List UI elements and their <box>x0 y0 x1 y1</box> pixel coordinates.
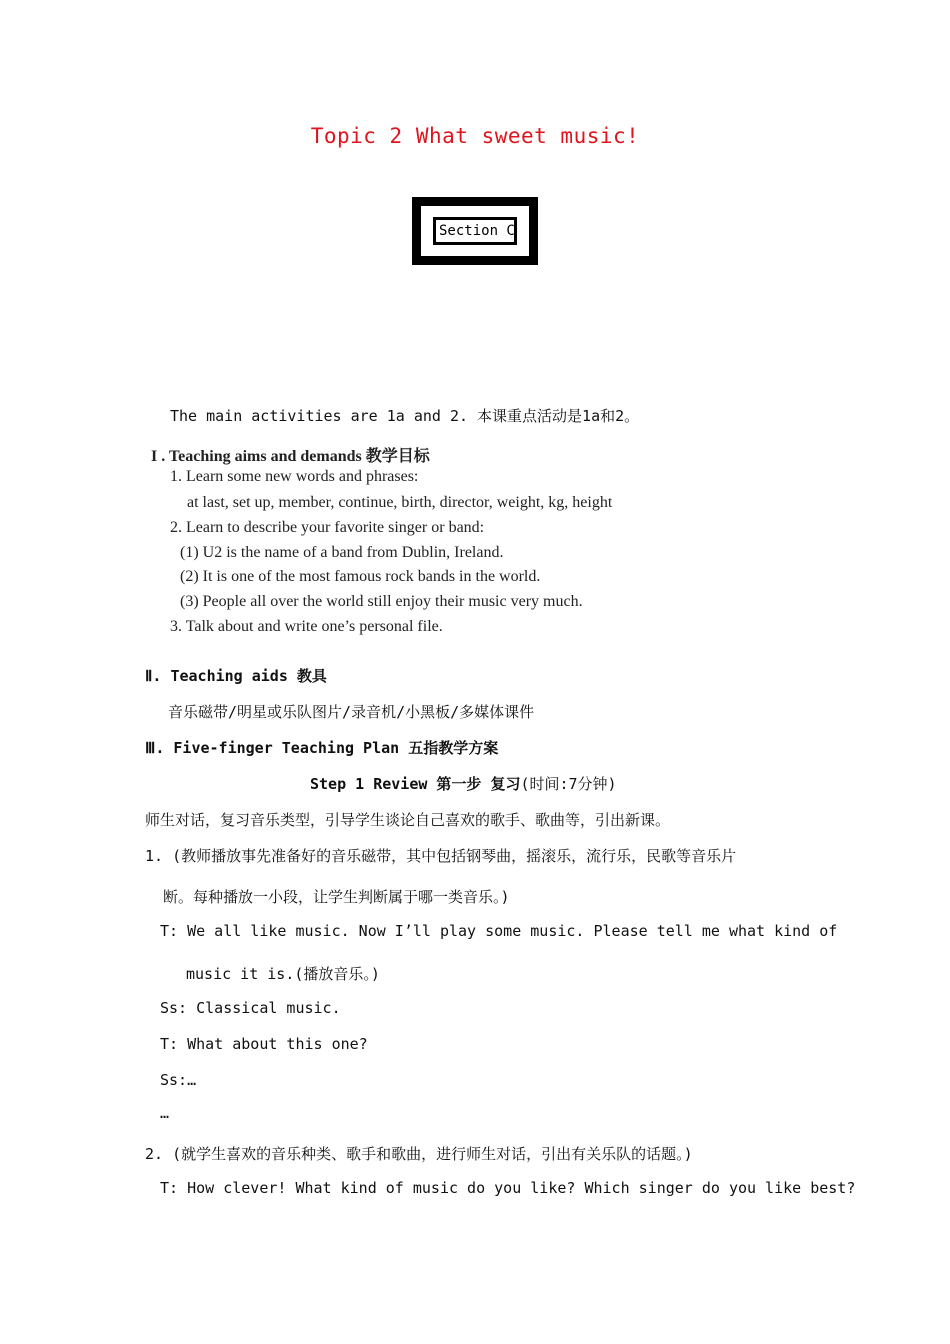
aims-item: at last, set up, member, continue, birth, director, weight, kg, height <box>187 494 613 511</box>
plan-heading: Ⅲ. Five-finger Teaching Plan 五指教学方案 <box>145 739 499 757</box>
dialog-ellipsis: … <box>160 1104 170 1122</box>
aids-text: 音乐磁带/明星或乐队图片/录音机/小黑板/多媒体课件 <box>168 703 535 721</box>
step1-time: (时间:7分钟) <box>520 775 617 793</box>
aims-item: 3. Talk about and write one’s personal file. <box>170 618 443 635</box>
step1-intro: 师生对话，复习音乐类型，引导学生谈论自己喜欢的歌手、歌曲等，引出新课。 <box>145 811 671 829</box>
aims-item: (2) It is one of the most famous rock bands in the world. <box>180 568 541 585</box>
aims-item: 2. Learn to describe your favorite singer or band: <box>170 519 485 536</box>
step1-heading <box>310 773 617 794</box>
step1-title: Step 1 Review 第一步 复习 <box>310 775 521 793</box>
aims-item: (3) People all over the world still enjoy their music very much. <box>180 593 583 610</box>
section-box <box>412 197 538 265</box>
dialog-line: T: What about this one? <box>160 1035 368 1053</box>
item1-line2: 断。每种播放一小段，让学生判断属于哪一类音乐。) <box>163 888 510 906</box>
section-label: Section C <box>436 220 514 242</box>
aims-heading: I . Teaching aims and demands 教学目标 <box>151 448 430 465</box>
page-title: Topic 2 What sweet music! <box>310 124 640 148</box>
item1-line1: 1. (教师播放事先准备好的音乐磁带，其中包括钢琴曲，摇滚乐，流行乐，民歌等音乐片 <box>145 847 737 865</box>
intro-text: The main activities are 1a and 2. 本课重点活动是1a和2。 <box>170 407 640 425</box>
dialog-line: T: How clever! What kind of music do you like? Which singer do you like best? <box>160 1179 856 1197</box>
dialog-line: Ss: Classical music. <box>160 999 341 1017</box>
item2-text: 2. (就学生喜欢的音乐种类、歌手和歌曲，进行师生对话，引出有关乐队的话题。) <box>145 1145 693 1163</box>
aids-heading: Ⅱ. Teaching aids 教具 <box>145 667 327 685</box>
aims-item: (1) U2 is the name of a band from Dublin, Ireland. <box>180 544 504 561</box>
dialog-line: T: We all like music. Now I’ll play some music. Please tell me what kind of <box>160 922 838 940</box>
aims-item: 1. Learn some new words and phrases: <box>170 468 419 485</box>
dialog-line: music it is.(播放音乐。) <box>186 965 380 983</box>
dialog-line: Ss:… <box>160 1071 197 1089</box>
